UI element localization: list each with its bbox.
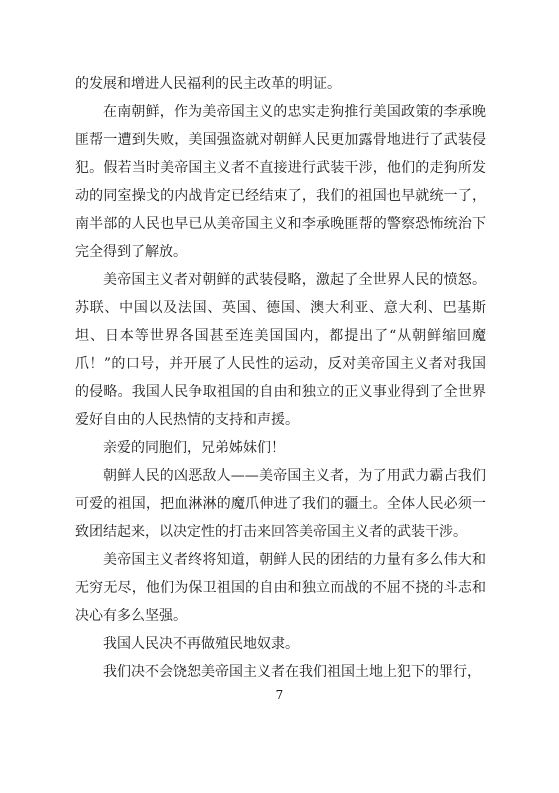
paragraph-salutation: 亲爱的同胞们，兄弟姊妹们！	[103, 440, 285, 456]
paragraph: 美帝国主义者对朝鲜的武装侵略，激起了全世界人民的愤怒。苏联、中国以及法国、英国、德国、澳大利亚、意大利、巴基斯坦、日本等世界各国甚至连美国国内，都提出了“从朝鲜缩回魔爪！”的口号，并开展了人民性的运动，反对美帝国主义者对我国的侵略。我国人民争取祖国的自由和独立的正义事业得到了全世界爱好自由的人民热情的支持和声援。	[75, 272, 486, 428]
paragraph: 在南朝鲜，作为美帝国主义的忠实走狗推行美国政策的李承晚匪帮一遭到失败，美国强盗就对朝鲜人民更加露骨地进行了武装侵犯。假若当时美帝国主义者不直接进行武装干涉，他们的走狗所发动的同室操戈的内战肯定已经结束了，我们的祖国也早就统一了，南半部的人民也早已从美帝国主义和李承晚匪帮的警察恐怖统治下完全得到了解放。	[75, 104, 486, 260]
paragraph: 我们决不会饶恕美帝国主义者在我们祖国土地上犯下的罪行，	[103, 664, 481, 680]
paragraph: 我国人民决不再做殖民地奴隶。	[103, 636, 299, 652]
paragraph: 朝鲜人民的凶恶敌人——美帝国主义者，为了用武力霸占我们可爱的祖国，把血淋淋的魔爪伸进了我们的疆土。全体人民必须一致团结起来，以决定性的打击来回答美帝国主义者的武装干涉。	[75, 468, 486, 540]
paragraph: 美帝国主义者终将知道，朝鲜人民的团结的力量有多么伟大和无穷无尽，他们为保卫祖国的自由和独立而战的不屈不挠的斗志和决心有多么坚强。	[75, 552, 486, 624]
page-number: 7	[275, 688, 284, 702]
paragraph-continuation: 的发展和增进人民福利的民主改革的明证。	[75, 76, 341, 92]
body-text	[75, 70, 486, 686]
